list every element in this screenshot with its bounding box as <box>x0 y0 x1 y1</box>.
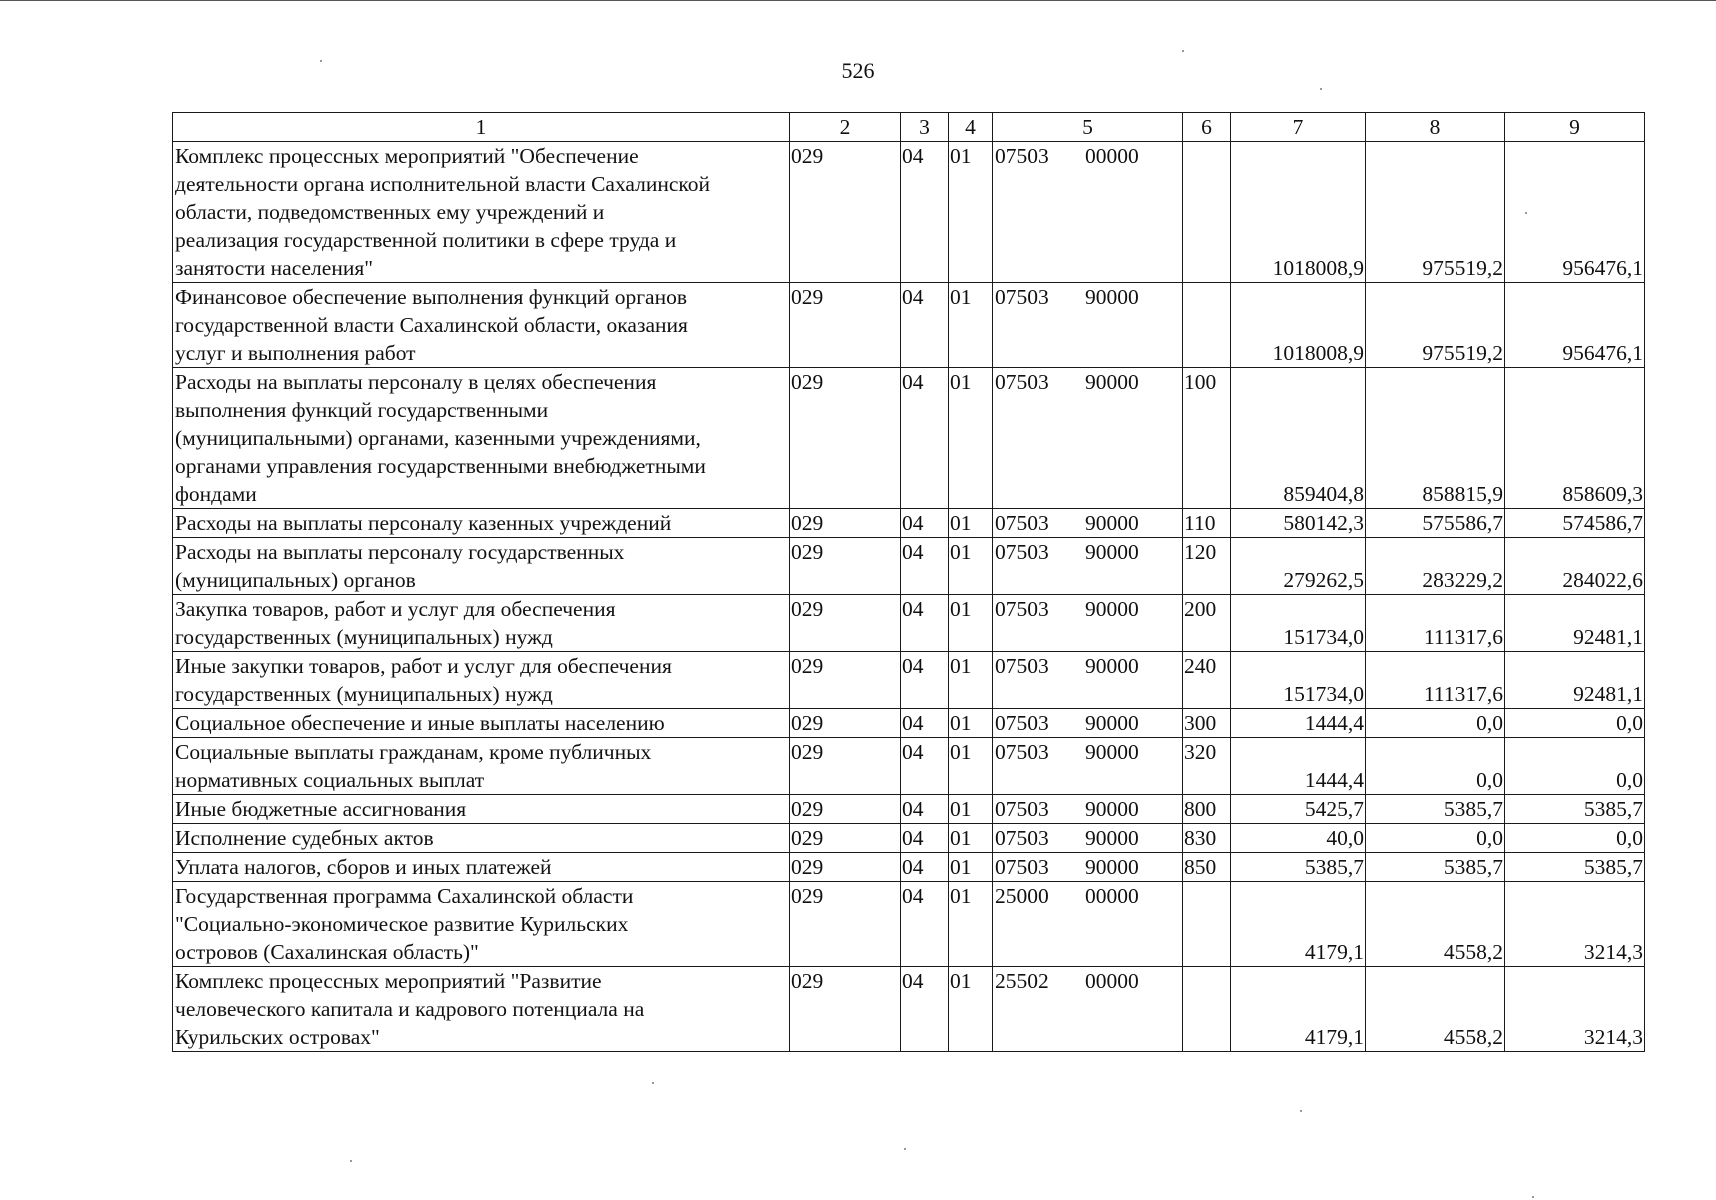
scan-speck <box>1182 50 1184 52</box>
target-article-part-2: 90000 <box>1085 285 1139 309</box>
section-code-cell: 04 <box>901 967 949 1052</box>
page-number: 526 <box>841 58 875 83</box>
target-article-part-2: 90000 <box>1085 654 1139 678</box>
section-code-cell: 04 <box>901 652 949 709</box>
header-cell: 3 <box>901 113 949 142</box>
target-article-part-2: 90000 <box>1085 740 1139 764</box>
row-name-line: (муниципальными) органами, казенными учреждениями, <box>175 426 701 450</box>
scan-speck <box>652 1082 654 1084</box>
amount-col8-cell: 5385,7 <box>1366 795 1505 824</box>
expense-type-cell: 320 <box>1183 738 1231 795</box>
subsection-code-cell: 01 <box>949 283 993 368</box>
row-name-line: услуг и выполнения работ <box>175 341 416 365</box>
target-article-part-1: 07503 <box>995 654 1049 678</box>
row-name-cell <box>173 142 790 283</box>
row-name-cell <box>173 595 790 652</box>
amount-col9-cell: 3214,3 <box>1505 882 1645 967</box>
target-article-part-1: 07503 <box>995 826 1049 850</box>
row-name-line: фондами <box>175 482 257 506</box>
subsection-code-cell: 01 <box>949 368 993 509</box>
budget-table-container <box>172 112 1645 1052</box>
table-row <box>173 142 1645 283</box>
expense-type-cell <box>1183 882 1231 967</box>
row-name-line: государственной власти Сахалинской области, оказания <box>175 313 688 337</box>
section-code-cell: 04 <box>901 738 949 795</box>
ministry-code-cell: 029 <box>790 967 901 1052</box>
amount-col9-cell: 956476,1 <box>1505 142 1645 283</box>
subsection-code-cell: 01 <box>949 538 993 595</box>
target-article-part-2: 00000 <box>1085 884 1139 908</box>
expense-type-cell: 800 <box>1183 795 1231 824</box>
target-article-cell <box>993 509 1183 538</box>
table-row <box>173 283 1645 368</box>
ministry-code-cell: 029 <box>790 824 901 853</box>
row-name-cell <box>173 882 790 967</box>
header-cell: 4 <box>949 113 993 142</box>
row-name-cell <box>173 368 790 509</box>
expense-type-cell: 120 <box>1183 538 1231 595</box>
row-name-cell <box>173 709 790 738</box>
amount-col8-cell: 4558,2 <box>1366 882 1505 967</box>
row-name-line: Расходы на выплаты персоналу государственных <box>175 540 625 564</box>
scan-speck <box>350 1160 352 1162</box>
target-article-cell <box>993 709 1183 738</box>
amount-col8-cell: 5385,7 <box>1366 853 1505 882</box>
row-name-line: государственных (муниципальных) нужд <box>175 682 553 706</box>
subsection-code-cell: 01 <box>949 709 993 738</box>
target-article-cell <box>993 738 1183 795</box>
table-row <box>173 882 1645 967</box>
amount-col9-cell: 92481,1 <box>1505 652 1645 709</box>
amount-col8-cell: 575586,7 <box>1366 509 1505 538</box>
target-article-cell <box>993 368 1183 509</box>
row-name-line: нормативных социальных выплат <box>175 768 485 792</box>
amount-col7-cell: 151734,0 <box>1231 595 1366 652</box>
row-name-line: государственных (муниципальных) нужд <box>175 625 553 649</box>
row-name-line: Закупка товаров, работ и услуг для обеспечения <box>175 597 616 621</box>
ministry-code-cell: 029 <box>790 795 901 824</box>
expense-type-cell: 100 <box>1183 368 1231 509</box>
subsection-code-cell: 01 <box>949 509 993 538</box>
expense-type-cell <box>1183 142 1231 283</box>
amount-col8-cell: 283229,2 <box>1366 538 1505 595</box>
section-code-cell: 04 <box>901 795 949 824</box>
ministry-code-cell: 029 <box>790 595 901 652</box>
section-code-cell: 04 <box>901 538 949 595</box>
target-article-part-2: 90000 <box>1085 855 1139 879</box>
ministry-code-cell: 029 <box>790 142 901 283</box>
row-name-line: Комплекс процессных мероприятий "Обеспечение <box>175 144 639 168</box>
table-row <box>173 509 1645 538</box>
expense-type-cell: 850 <box>1183 853 1231 882</box>
ministry-code-cell: 029 <box>790 738 901 795</box>
amount-col7-cell: 580142,3 <box>1231 509 1366 538</box>
scan-speck <box>1320 88 1322 90</box>
amount-col7-cell: 5385,7 <box>1231 853 1366 882</box>
row-name-line: Комплекс процессных мероприятий "Развитие <box>175 969 602 993</box>
row-name-cell <box>173 738 790 795</box>
amount-col9-cell: 0,0 <box>1505 824 1645 853</box>
row-name-line: Иные бюджетные ассигнования <box>175 797 467 821</box>
amount-col8-cell: 0,0 <box>1366 738 1505 795</box>
amount-col7-cell: 151734,0 <box>1231 652 1366 709</box>
row-name-line: Уплата налогов, сборов и иных платежей <box>175 855 552 879</box>
row-name-line: Финансовое обеспечение выполнения функций органов <box>175 285 687 309</box>
ministry-code-cell: 029 <box>790 652 901 709</box>
scan-speck <box>1532 1196 1534 1198</box>
header-cell: 8 <box>1366 113 1505 142</box>
target-article-part-1: 07503 <box>995 855 1049 879</box>
header-cell: 9 <box>1505 113 1645 142</box>
expense-type-cell: 110 <box>1183 509 1231 538</box>
row-name-line: Государственная программа Сахалинской области <box>175 884 634 908</box>
table-row <box>173 824 1645 853</box>
amount-col9-cell: 92481,1 <box>1505 595 1645 652</box>
subsection-code-cell: 01 <box>949 853 993 882</box>
amount-col8-cell: 975519,2 <box>1366 283 1505 368</box>
amount-col9-cell: 0,0 <box>1505 738 1645 795</box>
ministry-code-cell: 029 <box>790 709 901 738</box>
subsection-code-cell: 01 <box>949 652 993 709</box>
row-name-line: занятости населения" <box>175 256 373 280</box>
header-cell: 5 <box>993 113 1183 142</box>
ministry-code-cell: 029 <box>790 882 901 967</box>
target-article-part-1: 07503 <box>995 740 1049 764</box>
target-article-part-1: 07503 <box>995 285 1049 309</box>
target-article-cell <box>993 538 1183 595</box>
row-name-cell <box>173 509 790 538</box>
amount-col7-cell: 1444,4 <box>1231 709 1366 738</box>
amount-col9-cell: 956476,1 <box>1505 283 1645 368</box>
ministry-code-cell: 029 <box>790 368 901 509</box>
row-name-line: Социальные выплаты гражданам, кроме публичных <box>175 740 652 764</box>
table-row <box>173 967 1645 1052</box>
row-name-line: Курильских островах" <box>175 1025 380 1049</box>
amount-col9-cell: 574586,7 <box>1505 509 1645 538</box>
target-article-cell <box>993 967 1183 1052</box>
expense-type-cell: 830 <box>1183 824 1231 853</box>
target-article-cell <box>993 652 1183 709</box>
expense-type-cell: 300 <box>1183 709 1231 738</box>
section-code-cell: 04 <box>901 368 949 509</box>
ministry-code-cell: 029 <box>790 538 901 595</box>
expense-type-cell <box>1183 283 1231 368</box>
row-name-line: области, подведомственных ему учреждений и <box>175 200 605 224</box>
target-article-part-2: 90000 <box>1085 826 1139 850</box>
target-article-part-2: 90000 <box>1085 711 1139 735</box>
expense-type-cell: 240 <box>1183 652 1231 709</box>
row-name-cell <box>173 853 790 882</box>
table-row <box>173 795 1645 824</box>
row-name-line: человеческого капитала и кадрового потенциала на <box>175 997 645 1021</box>
target-article-part-1: 07503 <box>995 540 1049 564</box>
subsection-code-cell: 01 <box>949 967 993 1052</box>
amount-col9-cell: 3214,3 <box>1505 967 1645 1052</box>
amount-col8-cell: 858815,9 <box>1366 368 1505 509</box>
row-name-line: Исполнение судебных актов <box>175 826 434 850</box>
target-article-part-1: 07503 <box>995 511 1049 535</box>
amount-col7-cell: 279262,5 <box>1231 538 1366 595</box>
table-row <box>173 368 1645 509</box>
amount-col9-cell: 284022,6 <box>1505 538 1645 595</box>
amount-col9-cell: 5385,7 <box>1505 795 1645 824</box>
subsection-code-cell: 01 <box>949 738 993 795</box>
row-name-line: Социальное обеспечение и иные выплаты населению <box>175 711 665 735</box>
amount-col8-cell: 975519,2 <box>1366 142 1505 283</box>
section-code-cell: 04 <box>901 853 949 882</box>
header-cell: 2 <box>790 113 901 142</box>
table-row <box>173 709 1645 738</box>
row-name-cell <box>173 824 790 853</box>
expense-type-cell <box>1183 967 1231 1052</box>
section-code-cell: 04 <box>901 824 949 853</box>
target-article-part-2: 00000 <box>1085 144 1139 168</box>
row-name-line: выполнения функций государственными <box>175 398 549 422</box>
row-name-line: Иные закупки товаров, работ и услуг для обеспечения <box>175 654 672 678</box>
target-article-cell <box>993 795 1183 824</box>
target-article-cell <box>993 824 1183 853</box>
header-cell: 1 <box>173 113 790 142</box>
budget-table <box>172 112 1645 1052</box>
section-code-cell: 04 <box>901 142 949 283</box>
amount-col8-cell: 0,0 <box>1366 824 1505 853</box>
ministry-code-cell: 029 <box>790 853 901 882</box>
subsection-code-cell: 01 <box>949 595 993 652</box>
section-code-cell: 04 <box>901 709 949 738</box>
amount-col8-cell: 4558,2 <box>1366 967 1505 1052</box>
section-code-cell: 04 <box>901 882 949 967</box>
amount-col7-cell: 5425,7 <box>1231 795 1366 824</box>
row-name-cell <box>173 283 790 368</box>
ministry-code-cell: 029 <box>790 283 901 368</box>
target-article-part-1: 07503 <box>995 370 1049 394</box>
header-cell: 6 <box>1183 113 1231 142</box>
scan-speck <box>1525 212 1527 214</box>
row-name-line: (муниципальных) органов <box>175 568 416 592</box>
row-name-line: "Социально-экономическое развитие Курильских <box>175 912 629 936</box>
amount-col9-cell: 0,0 <box>1505 709 1645 738</box>
row-name-line: Расходы на выплаты персоналу в целях обеспечения <box>175 370 657 394</box>
amount-col7-cell: 4179,1 <box>1231 967 1366 1052</box>
amount-col7-cell: 859404,8 <box>1231 368 1366 509</box>
target-article-part-1: 25000 <box>995 884 1049 908</box>
scan-speck <box>904 1148 906 1150</box>
target-article-part-1: 25502 <box>995 969 1049 993</box>
row-name-cell <box>173 538 790 595</box>
amount-col7-cell: 1018008,9 <box>1231 283 1366 368</box>
target-article-part-2: 90000 <box>1085 797 1139 821</box>
amount-col8-cell: 111317,6 <box>1366 595 1505 652</box>
target-article-cell <box>993 283 1183 368</box>
subsection-code-cell: 01 <box>949 795 993 824</box>
header-row <box>173 113 1645 142</box>
subsection-code-cell: 01 <box>949 882 993 967</box>
table-row <box>173 538 1645 595</box>
table-row <box>173 595 1645 652</box>
target-article-part-2: 90000 <box>1085 540 1139 564</box>
row-name-line: деятельности органа исполнительной власти Сахалинской <box>175 172 711 196</box>
row-name-line: островов (Сахалинская область)" <box>175 940 479 964</box>
ministry-code-cell: 029 <box>790 509 901 538</box>
header-cell: 7 <box>1231 113 1366 142</box>
amount-col8-cell: 0,0 <box>1366 709 1505 738</box>
target-article-part-1: 07503 <box>995 597 1049 621</box>
target-article-cell <box>993 142 1183 283</box>
amount-col7-cell: 40,0 <box>1231 824 1366 853</box>
target-article-cell <box>993 853 1183 882</box>
row-name-line: органами управления государственными внебюджетными <box>175 454 706 478</box>
scan-speck <box>1300 1110 1302 1112</box>
section-code-cell: 04 <box>901 509 949 538</box>
amount-col9-cell: 858609,3 <box>1505 368 1645 509</box>
row-name-cell <box>173 652 790 709</box>
table-row <box>173 738 1645 795</box>
expense-type-cell: 200 <box>1183 595 1231 652</box>
section-code-cell: 04 <box>901 283 949 368</box>
subsection-code-cell: 01 <box>949 824 993 853</box>
row-name-cell <box>173 967 790 1052</box>
target-article-part-2: 90000 <box>1085 511 1139 535</box>
row-name-cell <box>173 795 790 824</box>
target-article-part-1: 07503 <box>995 797 1049 821</box>
target-article-part-2: 00000 <box>1085 969 1139 993</box>
target-article-part-2: 90000 <box>1085 597 1139 621</box>
target-article-cell <box>993 595 1183 652</box>
amount-col7-cell: 1444,4 <box>1231 738 1366 795</box>
section-code-cell: 04 <box>901 595 949 652</box>
row-name-line: реализация государственной политики в сфере труда и <box>175 228 677 252</box>
target-article-part-2: 90000 <box>1085 370 1139 394</box>
amount-col7-cell: 4179,1 <box>1231 882 1366 967</box>
target-article-cell <box>993 882 1183 967</box>
amount-col8-cell: 111317,6 <box>1366 652 1505 709</box>
table-row <box>173 652 1645 709</box>
row-name-line: Расходы на выплаты персоналу казенных учреждений <box>175 511 672 535</box>
target-article-part-1: 07503 <box>995 711 1049 735</box>
table-row <box>173 853 1645 882</box>
scan-speck <box>320 60 322 62</box>
table-body <box>173 142 1645 1052</box>
amount-col7-cell: 1018008,9 <box>1231 142 1366 283</box>
target-article-part-1: 07503 <box>995 144 1049 168</box>
amount-col9-cell: 5385,7 <box>1505 853 1645 882</box>
subsection-code-cell: 01 <box>949 142 993 283</box>
